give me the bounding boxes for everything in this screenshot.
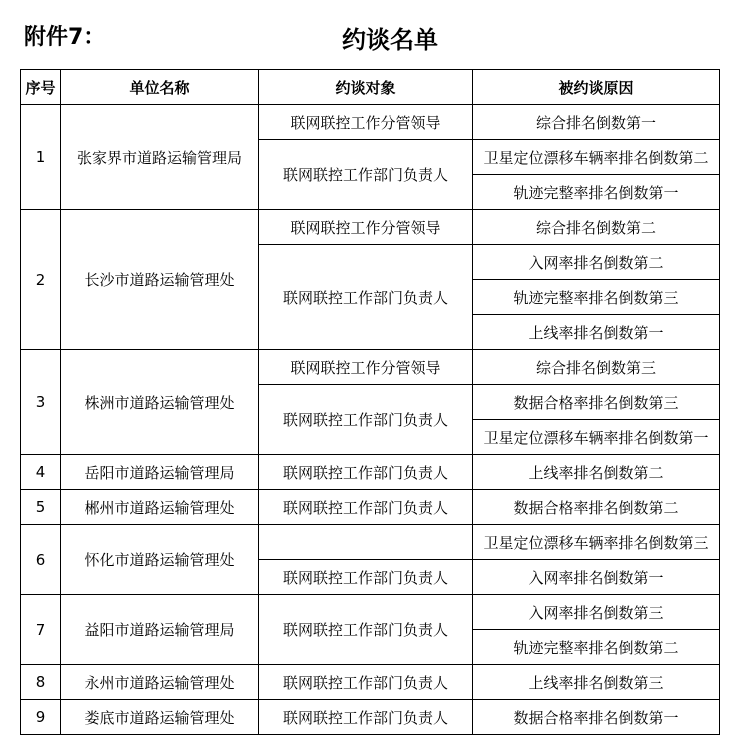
row-index: 3 <box>21 350 61 455</box>
interview-reason: 数据合格率排名倒数第三 <box>473 385 720 420</box>
table-row <box>21 700 720 735</box>
interview-reason: 综合排名倒数第二 <box>473 210 720 245</box>
interview-reason: 卫星定位漂移车辆率排名倒数第三 <box>473 525 720 560</box>
interview-reason: 数据合格率排名倒数第二 <box>473 490 720 525</box>
table-row <box>21 350 720 385</box>
interview-reason: 上线率排名倒数第二 <box>473 455 720 490</box>
interview-target: 联网联控工作部门负责人 <box>259 665 473 700</box>
interview-reason: 入网率排名倒数第三 <box>473 595 720 630</box>
row-index: 5 <box>21 490 61 525</box>
interview-reason: 上线率排名倒数第一 <box>473 315 720 350</box>
row-index: 1 <box>21 105 61 210</box>
interview-target: 联网联控工作部门负责人 <box>259 455 473 490</box>
interview-reason: 上线率排名倒数第三 <box>473 665 720 700</box>
interview-target: 联网联控工作部门负责人 <box>259 560 473 595</box>
unit-name: 张家界市道路运输管理局 <box>61 105 259 210</box>
table-row <box>21 595 720 630</box>
page-title: 约谈名单 <box>342 26 438 54</box>
interview-reason: 综合排名倒数第一 <box>473 105 720 140</box>
table-row <box>21 525 720 560</box>
unit-name: 株洲市道路运输管理处 <box>61 350 259 455</box>
table-row <box>21 210 720 245</box>
interview-reason: 入网率排名倒数第一 <box>473 560 720 595</box>
row-index: 6 <box>21 525 61 595</box>
unit-name: 益阳市道路运输管理局 <box>61 595 259 665</box>
row-index: 9 <box>21 700 61 735</box>
interview-reason: 综合排名倒数第三 <box>473 350 720 385</box>
interview-list-table <box>20 69 720 735</box>
interview-target <box>259 525 473 560</box>
row-index: 2 <box>21 210 61 350</box>
document-header <box>0 0 750 70</box>
table-row <box>21 665 720 700</box>
header-interview-reason: 被约谈原因 <box>473 70 720 105</box>
unit-name: 长沙市道路运输管理处 <box>61 210 259 350</box>
interview-reason: 数据合格率排名倒数第一 <box>473 700 720 735</box>
unit-name: 怀化市道路运输管理处 <box>61 525 259 595</box>
interview-reason: 卫星定位漂移车辆率排名倒数第二 <box>473 140 720 175</box>
row-index: 4 <box>21 455 61 490</box>
header-unit-name: 单位名称 <box>61 70 259 105</box>
row-index: 7 <box>21 595 61 665</box>
interview-target: 联网联控工作分管领导 <box>259 210 473 245</box>
attachment-label: 附件7： <box>24 25 106 50</box>
interview-target: 联网联控工作部门负责人 <box>259 245 473 350</box>
header-index: 序号 <box>21 70 61 105</box>
interview-target: 联网联控工作分管领导 <box>259 350 473 385</box>
interview-reason: 轨迹完整率排名倒数第一 <box>473 175 720 210</box>
unit-name: 岳阳市道路运输管理局 <box>61 455 259 490</box>
interview-reason: 轨迹完整率排名倒数第二 <box>473 630 720 665</box>
interview-target: 联网联控工作部门负责人 <box>259 700 473 735</box>
unit-name: 郴州市道路运输管理处 <box>61 490 259 525</box>
table-row <box>21 490 720 525</box>
unit-name: 永州市道路运输管理处 <box>61 665 259 700</box>
header-interview-target: 约谈对象 <box>259 70 473 105</box>
interview-target: 联网联控工作分管领导 <box>259 105 473 140</box>
row-index: 8 <box>21 665 61 700</box>
interview-reason: 轨迹完整率排名倒数第三 <box>473 280 720 315</box>
interview-reason: 入网率排名倒数第二 <box>473 245 720 280</box>
interview-target: 联网联控工作部门负责人 <box>259 140 473 210</box>
interview-reason: 卫星定位漂移车辆率排名倒数第一 <box>473 420 720 455</box>
table-row <box>21 455 720 490</box>
interview-target: 联网联控工作部门负责人 <box>259 385 473 455</box>
interview-target: 联网联控工作部门负责人 <box>259 490 473 525</box>
unit-name: 娄底市道路运输管理处 <box>61 700 259 735</box>
interview-target: 联网联控工作部门负责人 <box>259 595 473 665</box>
table-row <box>21 105 720 140</box>
